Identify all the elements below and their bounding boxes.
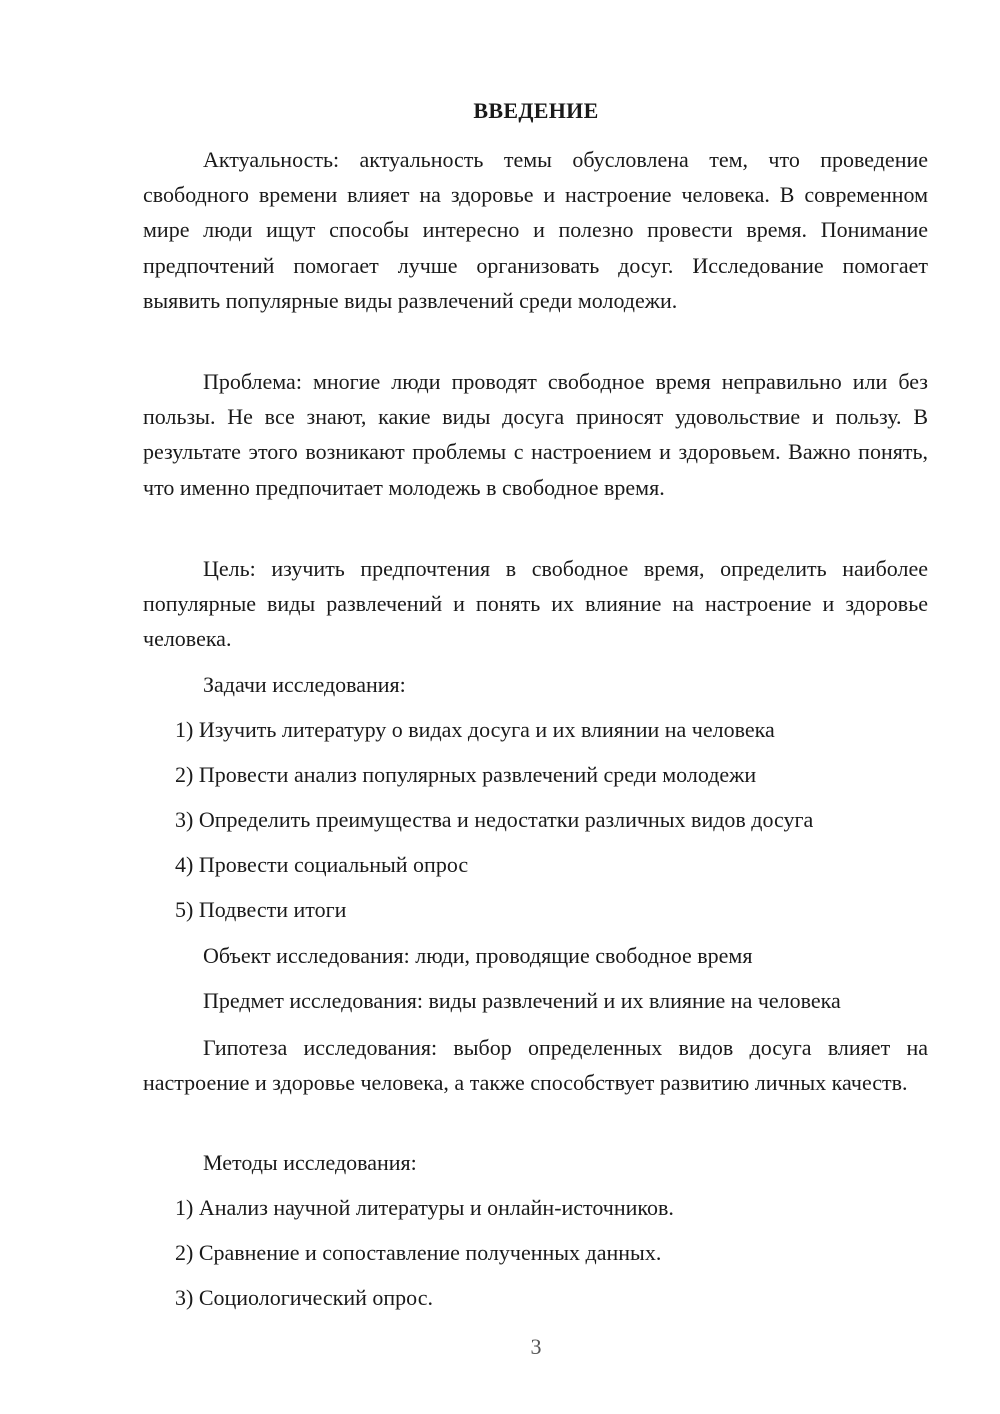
page-title: ВВЕДЕНИЕ (473, 98, 599, 123)
task-item-3: 3) Определить преимущества и недостатки различных видов досуга (175, 807, 814, 832)
tasks-heading: Задачи исследования: (203, 672, 406, 697)
task-item-1: 1) Изучить литературу о видах досуга и их влиянии на человека (175, 717, 775, 742)
task-item-2: 2) Провести анализ популярных развлечений среди молодежи (175, 762, 757, 787)
page-number: 3 (530, 1334, 542, 1359)
goal-paragraph: Цель: изучить предпочтения в свободное время, определить наиболее популярные виды развлечений и понять их влияние на настроение и здоровье человека. (143, 556, 928, 652)
method-item-3: 3) Социологический опрос. (175, 1285, 433, 1310)
hypothesis-paragraph: Гипотеза исследования: выбор определенных видов досуга влияет на настроение и здоровье человека, а также способствует развитию личных качеств. (143, 1035, 928, 1096)
research-subject: Предмет исследования: виды развлечений и их влияние на человека (203, 988, 841, 1013)
method-item-2: 2) Сравнение и сопоставление полученных данных. (175, 1240, 662, 1265)
task-item-4: 4) Провести социальный опрос (175, 852, 469, 877)
research-object: Объект исследования: люди, проводящие свободное время (203, 943, 753, 968)
problem-paragraph: Проблема: многие люди проводят свободное время неправильно или без пользы. Не все знают, какие виды досуга приносят удовольствие и пользу. В результате этого возникают проблемы с настроением и здоровьем. Важно понять, что именно предпочитает молодежь в свободное время. (143, 369, 928, 500)
relevance-paragraph: Актуальность: актуальность темы обусловлена тем, что проведение свободного времени влияет на здоровье и настроение человека. В современном мире люди ищут способы интересно и полезно провести время. Понимание предпочтений помогает лучше организовать досуг. Исследование помогает выявить популярные виды развлечений среди молодежи. (143, 147, 928, 313)
task-item-5: 5) Подвести итоги (175, 897, 347, 922)
methods-heading: Методы исследования: (203, 1150, 417, 1175)
method-item-1: 1) Анализ научной литературы и онлайн-источников. (175, 1195, 674, 1220)
